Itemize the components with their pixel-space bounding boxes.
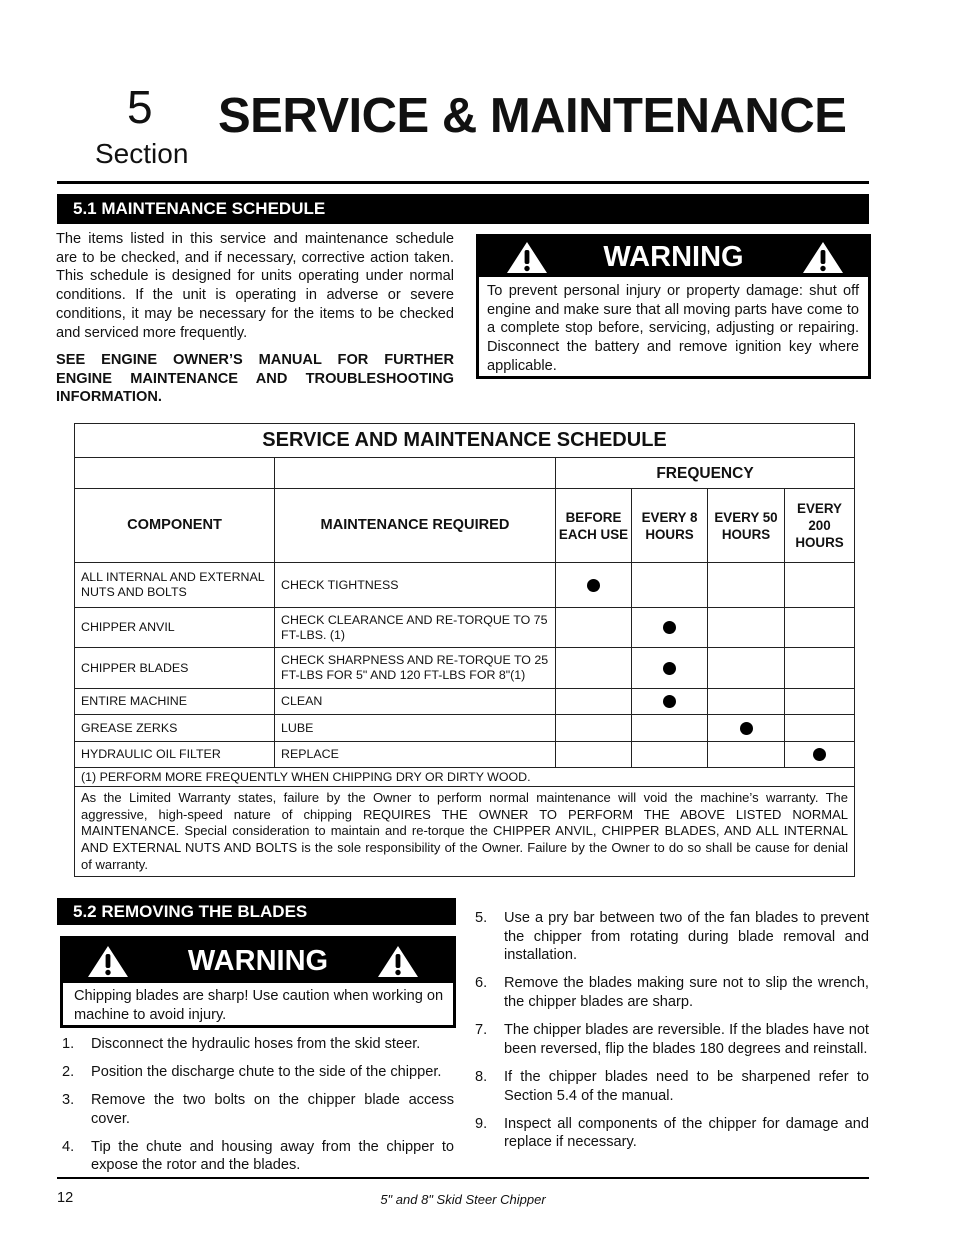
header-rule bbox=[57, 181, 869, 184]
engine-manual-note: SEE ENGINE OWNER’S MANUAL FOR FURTHER ENGINE MAINTENANCE AND TROUBLESHOOTING INFORMATION. bbox=[56, 352, 454, 406]
frequency-dot bbox=[813, 748, 826, 761]
warranty-note: As the Limited Warranty states, failure by the Owner to perform normal maintenance will void the machine’s warranty. The aggressive, high-speed nature of chipping REQUIRES THE OWNER TO PERFORM THE ABOVE LISTED NORMAL MAINTENANCE. Special consideration to maintain and re-torque the CHIPPER ANVIL, CHIPPER BLADES, AND ALL INTERNAL AND EXTERNAL NUTS AND BOLTS is the sole responsibility of the Owner. Failure by the Owner to do so shall be cause for denial of warranty. bbox=[75, 787, 855, 877]
list-item: 3. Remove the two bolts on the chipper blade access cover. bbox=[62, 1092, 454, 1127]
frequency-header: FREQUENCY bbox=[556, 458, 855, 489]
frequency-dot bbox=[663, 662, 676, 675]
freq-header-200-hours: EVERY 200 HOURS bbox=[785, 489, 855, 563]
table-row bbox=[75, 742, 855, 768]
maintenance-schedule-table bbox=[74, 423, 855, 877]
frequency-dot bbox=[587, 579, 600, 592]
warning-text: Chipping blades are sharp! Use caution when working on machine to avoid injury. bbox=[74, 988, 444, 1023]
table-row bbox=[75, 648, 855, 689]
list-item: 9. Inspect all components of the chipper for damage and replace if necessary. bbox=[475, 1115, 869, 1151]
blade-removal-steps-right bbox=[475, 909, 869, 1161]
frequency-dot bbox=[663, 695, 676, 708]
list-item: 2. Position the discharge chute to the side of the chipper. bbox=[62, 1064, 442, 1080]
warning-header bbox=[63, 939, 453, 983]
section-heading-5-2: 5.2 REMOVING THE BLADES bbox=[57, 898, 456, 925]
list-item: 6. Remove the blades making sure not to slip the wrench, the chipper blades are sharp. bbox=[475, 975, 869, 1011]
list-item: 5. Use a pry bar between two of the fan blades to prevent the chipper from rotating during blade removal and installation. bbox=[475, 910, 869, 964]
footer-rule bbox=[57, 1177, 869, 1179]
warning-box-blades bbox=[60, 936, 456, 1028]
maintenance-header: MAINTENANCE REQUIRED bbox=[275, 489, 556, 563]
maintenance-cell: LUBE bbox=[275, 715, 556, 742]
schedule-title: SERVICE AND MAINTENANCE SCHEDULE bbox=[75, 424, 855, 458]
section-number: 5 bbox=[127, 81, 153, 133]
frequency-dot bbox=[740, 722, 753, 735]
frequency-dot bbox=[663, 621, 676, 634]
table-row bbox=[75, 563, 855, 608]
component-header: COMPONENT bbox=[75, 489, 275, 563]
section-heading-5-1: 5.1 MAINTENANCE SCHEDULE bbox=[57, 194, 869, 224]
warning-title: WARNING bbox=[603, 241, 744, 273]
maintenance-cell: CHECK SHARPNESS AND RE-TORQUE TO 25 FT-LBS FOR 5" AND 120 FT-LBS FOR 8"(1) bbox=[275, 648, 556, 689]
list-item: 4. Tip the chute and housing away from the chipper to expose the rotor and the blades. bbox=[62, 1138, 454, 1174]
warning-header bbox=[479, 237, 868, 277]
table-row bbox=[75, 715, 855, 742]
maintenance-cell: CHECK CLEARANCE AND RE-TORQUE TO 75 FT-LBS. (1) bbox=[275, 608, 556, 648]
table-row bbox=[75, 689, 855, 715]
blank-header-cell bbox=[75, 458, 275, 489]
component-cell: CHIPPER BLADES bbox=[75, 648, 275, 689]
section-label: Section bbox=[95, 138, 189, 169]
component-cell: ALL INTERNAL AND EXTERNAL NUTS AND BOLTS bbox=[75, 563, 275, 608]
list-item: 7. The chipper blades are reversible. If the blades have not been reversed, flip the blades 180 degrees and reinstall. bbox=[475, 1022, 869, 1057]
warning-text: To prevent personal injury or property damage: shut off engine and make sure that all moving parts have come to a complete stop before, servicing, adjusting or repairing. Disconnect the battery and remove ignition key where applicable. bbox=[487, 283, 859, 374]
list-item: 1. Disconnect the hydraulic hoses from the skid steer. bbox=[62, 1036, 421, 1052]
component-cell: ENTIRE MACHINE bbox=[75, 689, 275, 715]
page-number: 12 bbox=[57, 1190, 74, 1206]
warning-triangle-icon bbox=[377, 945, 419, 978]
table-footnote: (1) PERFORM MORE FREQUENTLY WHEN CHIPPING DRY OR DIRTY WOOD. bbox=[75, 768, 855, 787]
component-cell: CHIPPER ANVIL bbox=[75, 608, 275, 648]
list-item: 8. If the chipper blades need to be sharpened refer to Section 5.4 of the manual. bbox=[475, 1068, 869, 1104]
freq-header-50-hours: EVERY 50 HOURS bbox=[708, 489, 785, 563]
warning-triangle-icon bbox=[802, 241, 844, 274]
freq-header-8-hours: EVERY 8 HOURS bbox=[632, 489, 708, 563]
maintenance-cell: CHECK TIGHTNESS bbox=[275, 563, 556, 608]
component-cell: HYDRAULIC OIL FILTER bbox=[75, 742, 275, 768]
component-cell: GREASE ZERKS bbox=[75, 715, 275, 742]
freq-header-before-use: BEFORE EACH USE bbox=[556, 489, 632, 563]
warning-title: WARNING bbox=[187, 945, 329, 977]
warning-box-shutdown bbox=[476, 234, 871, 379]
blank-header-cell bbox=[275, 458, 556, 489]
maintenance-cell: REPLACE bbox=[275, 742, 556, 768]
page-title: SERVICE & MAINTENANCE bbox=[218, 89, 847, 143]
maintenance-cell: CLEAN bbox=[275, 689, 556, 715]
table-row bbox=[75, 608, 855, 648]
intro-paragraph: The items listed in this service and maintenance schedule are to be checked, and if necessary, corrective action taken. This schedule is designed for units operating under normal conditions. If the unit is operating in adverse or severe conditions, it may be necessary for the items to be checked and serviced more frequently. bbox=[56, 231, 454, 341]
blade-removal-steps-left bbox=[62, 1035, 454, 1184]
footer-title: 5" and 8" Skid Steer Chipper bbox=[380, 1192, 546, 1207]
